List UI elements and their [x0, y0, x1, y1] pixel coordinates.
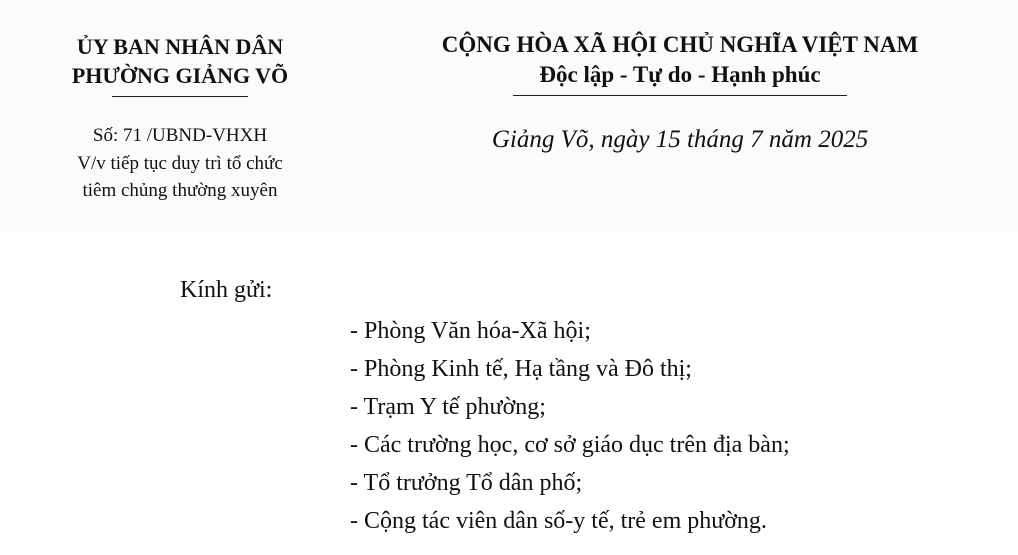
document-number: Số: 71 /UBND-VHXH [92, 125, 268, 146]
date-month-year: tháng 7 năm 2025 [680, 126, 869, 153]
agency-name-line2: PHƯỜNG GIẢNG VÕ [71, 63, 289, 88]
national-heading-block [380, 30, 980, 96]
agency-underline [112, 96, 248, 97]
recipient-item: - Phòng Kinh tế, Hạ tầng và Đô thị; [350, 356, 692, 382]
recipient-item: - Các trường học, cơ sở giáo dục trên địa bàn; [350, 432, 790, 458]
recipient-item: - Tổ trưởng Tổ dân phố; [350, 470, 583, 496]
issuing-agency-block [30, 32, 330, 97]
date-day: 15 [655, 126, 681, 153]
national-title: CỘNG HÒA XÃ HỘI CHỦ NGHĨA VIỆT NAM [441, 32, 919, 57]
recipient-item: - Trạm Y tế phường; [350, 394, 546, 420]
date-prefix: Giảng Võ, ngày [491, 126, 656, 153]
document-subject [30, 150, 330, 204]
recipient-item: - Cộng tác viên dân số-y tế, trẻ em phường. [350, 508, 767, 534]
subject-line2: tiêm chủng thường xuyên [82, 180, 278, 201]
subject-line1: V/v tiếp tục duy trì tổ chức [77, 153, 283, 174]
salutation: Kính gửi: [180, 277, 273, 303]
agency-name-line1: ỦY BAN NHÂN DÂN [76, 34, 284, 59]
place-date-line [380, 124, 980, 156]
recipient-list [350, 312, 790, 540]
recipient-item: - Phòng Văn hóa-Xã hội; [350, 318, 591, 344]
motto-underline [513, 95, 847, 96]
national-motto: Độc lập - Tự do - Hạnh phúc [539, 62, 821, 87]
